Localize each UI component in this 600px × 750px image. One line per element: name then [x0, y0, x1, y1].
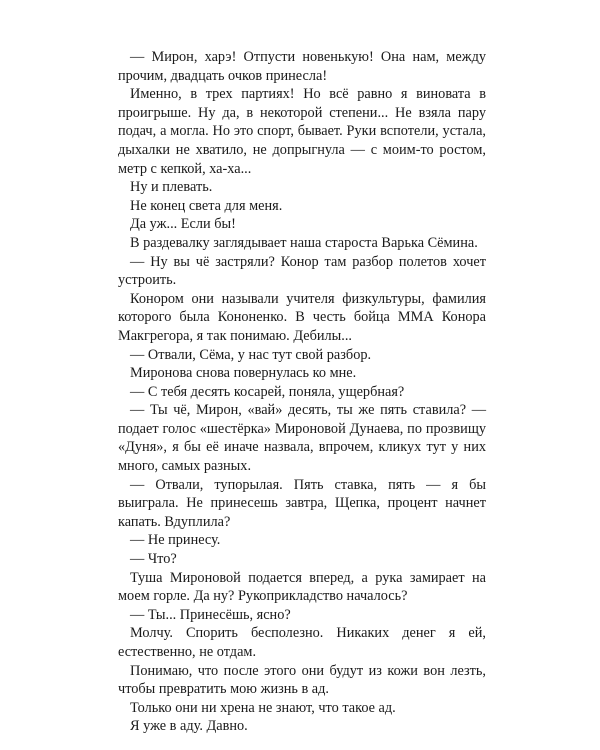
paragraph: — Ты... Принесёшь, ясно?	[130, 606, 291, 623]
paragraph: Молчу. Спорить бесполезно. Никаких денег я ей, естественно, не отдам.	[118, 625, 486, 660]
paragraph: Миронова снова повернулась ко мне.	[130, 365, 357, 382]
paragraph: В раздевалку заглядывает наша староста Варька Сёмина.	[130, 234, 478, 251]
paragraph: Только они ни хрена не знают, что такое ад.	[130, 699, 396, 716]
paragraph: — Что?	[130, 551, 177, 568]
paragraph: Ну и плевать.	[130, 179, 213, 196]
paragraph: Понимаю, что после этого они будут из кожи вон лезть, чтобы превратить мою жизнь в ад.	[118, 662, 486, 698]
paragraph: Не конец света для меня.	[130, 197, 283, 214]
paragraph: Я уже в аду. Давно.	[130, 718, 248, 735]
paragraph: — Ты чё, Мирон, «вай» десять, ты же пять ставила? — подает голос «шестёрка» Мироновой Дунаева, по прозвищу «Дуня», я бы её иначе назвала, впрочем, кликух тут у них много, самых разных.	[118, 402, 486, 475]
paragraph: Да уж... Если бы!	[130, 216, 236, 233]
paragraph: Конором они называли учителя физкультуры, фамилия которого была Кононенко. В честь бойца ММА Конора Макгрегора, я так понимаю. Дебилы...	[118, 290, 486, 344]
paragraph: — Не принесу.	[130, 532, 221, 549]
paragraph: — Отвали, Сёма, у нас тут свой разбор.	[130, 346, 372, 363]
paragraph: Именно, в трех партиях! Но всё равно я виновата в проигрыше. Ну да, в некоторой степени... Не взяла пару подач, а могла. Но это спорт, бывает. Руки вспотели, устала, дыхалки не хватило, не допрыгнула — с моим-то ростом, метр с кепкой, ха-ха...	[118, 86, 486, 177]
paragraph: — Мирон, харэ! Отпусти новенькую! Она нам, между прочим, двадцать очков принесла!	[118, 49, 486, 84]
paragraph: — Ну вы чё застряли? Конор там разбор полетов хочет устроить.	[118, 253, 486, 289]
paragraph: Туша Мироновой подается вперед, а рука замирает на моем горле. Да ну? Рукоприкладство началось?	[118, 569, 486, 605]
book-page-text	[118, 48, 486, 736]
paragraph: — Отвали, тупорылая. Пять ставка, пять — я бы выиграла. Не принесешь завтра, Щепка, процент начнет капать. Вдуплила?	[118, 476, 486, 530]
paragraph: — С тебя десять косарей, поняла, ущербная?	[130, 383, 405, 400]
